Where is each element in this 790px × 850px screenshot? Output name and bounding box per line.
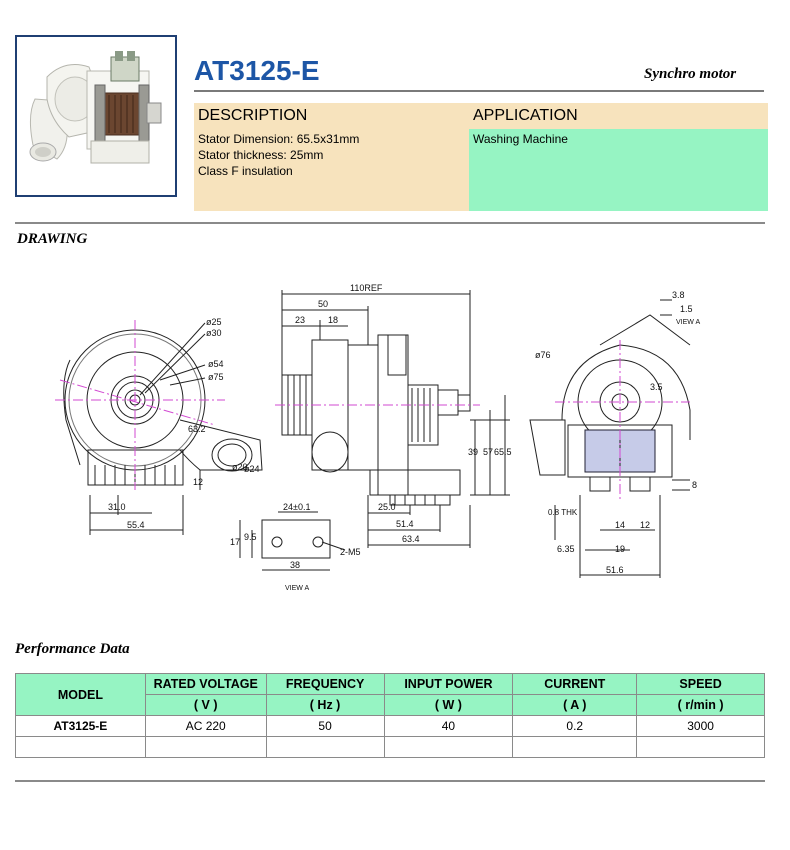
model-title: AT3125-E <box>194 55 320 86</box>
dim-label: 51.6 <box>606 565 624 575</box>
header-divider <box>194 90 764 92</box>
dim-label: 12 <box>193 477 204 487</box>
dim-label: 23 <box>295 315 306 325</box>
performance-table <box>15 673 765 758</box>
column-header-frequency: FREQUENCY <box>266 674 384 695</box>
cell-voltage: AC 220 <box>145 716 266 737</box>
table-row <box>16 716 765 737</box>
motor-pump-picture <box>17 37 175 195</box>
cell-current: 0.2 <box>513 716 637 737</box>
dim-label: 50 <box>318 299 329 309</box>
dim-label: 3.8 <box>672 290 685 300</box>
dim-label: 31.0 <box>108 502 126 512</box>
empty-cell <box>16 737 146 758</box>
dim-label: 65.5 <box>494 447 512 457</box>
dim-label: 3.5 <box>650 382 663 392</box>
dim-label: ø24 <box>244 464 260 474</box>
dim-label: 25.0 <box>378 502 396 512</box>
dim-label: 110REF <box>350 283 383 293</box>
description-heading: DESCRIPTION <box>194 103 472 133</box>
empty-cell <box>637 737 765 758</box>
description-line: Stator Dimension: 65.5x31mm <box>198 132 360 146</box>
dim-label: 14 <box>615 520 626 530</box>
dim-label: ø76 <box>535 350 551 360</box>
dim-label: 18 <box>328 315 339 325</box>
product-photo <box>15 35 177 197</box>
product-subtitle: Synchro motor <box>644 66 737 82</box>
empty-cell <box>384 737 513 758</box>
dim-label: 6.35 <box>557 544 575 554</box>
technical-drawing <box>0 270 790 600</box>
front-view <box>55 320 262 535</box>
dim-label: 9.5 <box>244 532 257 542</box>
dim-label: 51.4 <box>396 519 414 529</box>
view-label: VIEW A <box>676 319 701 326</box>
description-line: Class F insulation <box>198 164 293 178</box>
end-view <box>530 300 690 578</box>
dim-label: 1.5 <box>680 304 693 314</box>
empty-cell <box>513 737 637 758</box>
column-header-input-power: INPUT POWER <box>384 674 513 695</box>
dim-label: 0.8 THK <box>548 508 578 517</box>
dim-label: 39 <box>468 447 479 457</box>
dim-label: 17 <box>230 537 241 547</box>
column-unit-current: ( A ) <box>513 695 637 716</box>
column-unit-voltage: ( V ) <box>145 695 266 716</box>
column-unit-speed: ( r/min ) <box>637 695 765 716</box>
description-line: Stator thickness: 25mm <box>198 148 324 162</box>
dim-label: 63.4 <box>402 534 420 544</box>
dim-label: 38 <box>290 560 301 570</box>
dim-label: 57 <box>483 447 494 457</box>
empty-cell <box>145 737 266 758</box>
cell-speed: 3000 <box>637 716 765 737</box>
column-header-current: CURRENT <box>513 674 637 695</box>
table-row-empty <box>16 737 765 758</box>
dim-label: ø30 <box>206 328 222 338</box>
view-label: VIEW A <box>285 585 310 592</box>
dim-label: ø25 <box>206 317 222 327</box>
cell-model: AT3125-E <box>16 716 146 737</box>
dim-label: ø20 <box>232 462 248 472</box>
description-body <box>194 129 472 211</box>
dim-label: 8 <box>692 480 698 490</box>
column-unit-input-power: ( W ) <box>384 695 513 716</box>
dim-label: 63.2 <box>188 424 206 434</box>
empty-cell <box>266 737 384 758</box>
dim-label: 24±0.1 <box>283 502 311 512</box>
dim-label: 55.4 <box>127 520 145 530</box>
dim-label: 19 <box>615 544 626 554</box>
section-divider <box>15 222 765 224</box>
dim-label: 2-M5 <box>340 547 361 557</box>
application-body <box>469 129 768 211</box>
column-header-voltage: RATED VOLTAGE <box>145 674 266 695</box>
cell-input-power: 40 <box>384 716 513 737</box>
column-header-model: MODEL <box>16 674 146 716</box>
performance-heading: Performance Data <box>15 641 130 657</box>
cell-frequency: 50 <box>266 716 384 737</box>
footer-divider <box>15 780 765 782</box>
application-heading: APPLICATION <box>469 103 768 133</box>
drawing-heading: DRAWING <box>17 231 88 247</box>
column-unit-frequency: ( Hz ) <box>266 695 384 716</box>
column-header-speed: SPEED <box>637 674 765 695</box>
dim-label: 12 <box>640 520 651 530</box>
dim-label: ø75 <box>208 372 224 382</box>
dim-label: ø54 <box>208 359 224 369</box>
application-line: Washing Machine <box>473 132 568 146</box>
